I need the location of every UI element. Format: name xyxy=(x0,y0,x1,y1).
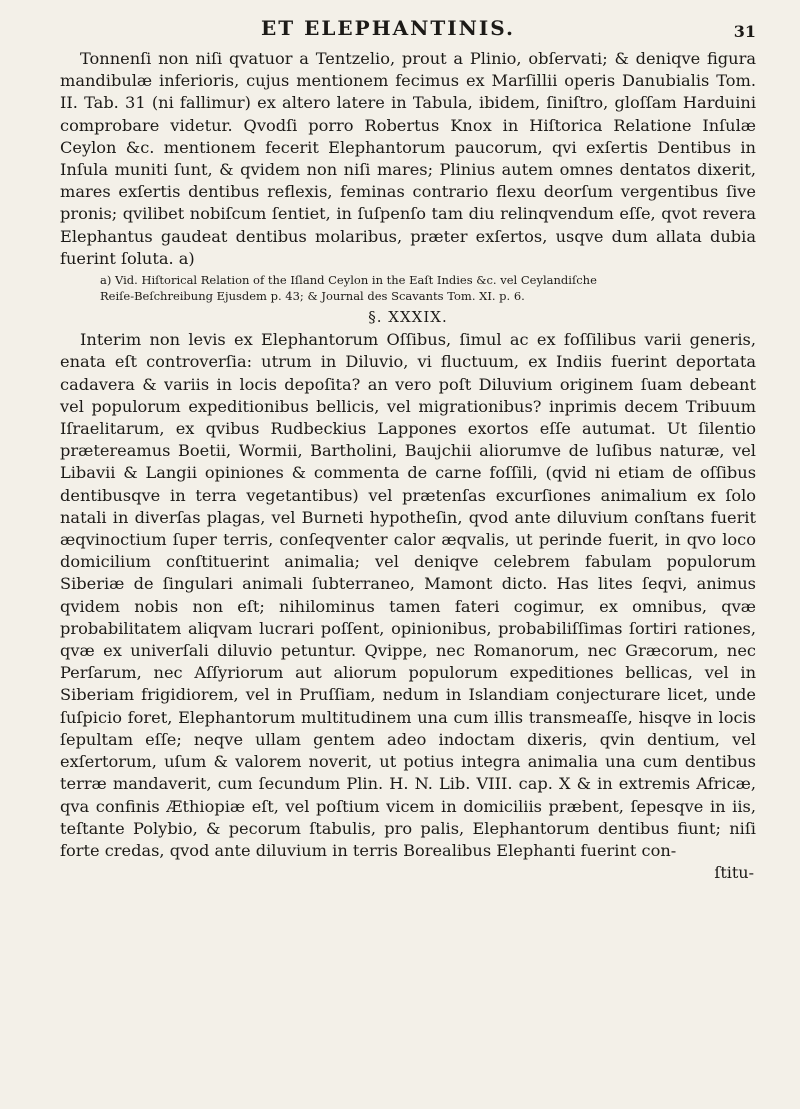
footnote-line-2: Reiſe-Beſchreibung Ejusdem p. 43; & Journal des Scavants Tom. XI. p. 6. xyxy=(100,289,525,304)
page-number: 31 xyxy=(733,22,756,41)
page-body xyxy=(60,48,756,884)
catchword: ſtitu- xyxy=(714,863,754,883)
paragraph-diluvium-controversy: Interim non levis ex Elephantorum Oſſibus, ſimul ac ex foſſilibus varii generis, enata eſt controverſia: utrum in Diluvio, vi fluctuum, ex Indiis fuerint deportata cadavera & variis in locis depoſita? an vero poſt Diluvium originem ſuam debeant vel populorum expeditionibus bellicis, vel migrationibus? inprimis decem Tribuum Iſraelitarum, ex qvibus Rudbeckius Lappones exortos eſſe autumat. Ut ſilentio prætereamus Boetii, Wormii, Bartholini, Baujchii aliorumve de luſibus naturæ, vel Libavii & Langii opiniones & commenta de carne foſſili, (qvid ni etiam de oſſibus dentibusqve in terra vegetantibus) vel prætenſas excurſiones animalium ex ſolo natali in diverſas plagas, vel Burneti hypotheſin, qvod ante diluvium conſtans fuerit æqvinoctium ſuper terris, conſeqventer calor æqvalis, ut perinde fuerit, in qvo loco domicilium conſtituerint animalia; vel deniqve celebrem fabulam populorum Siberiæ de ſingulari animali ſubterraneo, Mamont dicto. Has lites ſeqvi, animus qvidem nobis non eſt; nihilominus tamen fateri cogimur, ex omnibus, qvæ probabilitatem aliqvam lucrari poſſent, opinionibus, probabiliſſimas ſortiri rationes, qvæ ex univerſali diluvio petuntur. Qvippe, nec Romanorum, nec Græcorum, nec Perſarum, nec Aſſyriorum aut aliorum populorum expeditiones bellicas, vel in Siberiam frigidiorem, vel in Pruſſiam, nedum in Islandiam conjecturare licet, unde ſuſpicio foret, Elephantorum multitudinem una cum illis transmeaſſe, hisqve in locis ſepultam eſſe; neqve ullam gentem adeo indoctam dixeris, qvin dentium, vel exſertorum, uſum & valorem noverit, ut potius integra animalia una cum dentibus terræ mandaverit, cum ſecundum Plin. H. N. Lib. VIII. cap. X & in extremis Africæ, qva confinis Æthiopiæ eſt, vel poſtium vicem in domiciliis præbent, ſepesqve in iis, teſtante Polybio, & pecorum ſtabulis, pro palis, Elephantorum dentibus fiunt; niſi forte credas, qvod ante diluvium in terris Borealibus Elephanti fuerint con- xyxy=(60,330,756,860)
paragraph-knox-ceylon: Tonnenſi non niſi qvatuor a Tentzelio, prout a Plinio, obſervati; & deniqve figura mandibulæ inferioris, cujus mentionem fecimus ex Marſillii operis Danubialis Tom. II. Tab. 31 (ni fallimur) ex altero latere in Tabula, ibidem, ſiniſtro, gloſſam Harduini comprobare videtur. Qvodſi porro Robertus Knox in Hiſtorica Relatione Inſulæ Ceylon &c. mentionem fecerit Elephantorum paucorum, qvi exſertis Dentibus in Inſula muniti ſunt, & qvidem non niſi mares; Plinius autem omnes dentatos dixerit, mares exſertis dentibus reflexis, feminas contrario flexu deorſum vergentibus ſive pronis; qvilibet nobiſcum ſentiet, in ſuſpenſo tam diu relinqvendum eſſe, qvot revera Elephantus gaudeat dentibus molaribus, præter exſertos, usqve dum allata dubia fuerint ſoluta. a) xyxy=(60,49,756,268)
footnote-line-1: a) Vid. Hiſtorical Relation of the Iſland Ceylon in the Eaſt Indies &c. vel Ceylandiſche xyxy=(100,273,597,288)
section-heading: §. XXXIX. xyxy=(368,308,448,327)
running-title: ET ELEPHANTINIS. xyxy=(261,16,515,40)
footnote xyxy=(80,272,756,304)
page-header xyxy=(60,10,756,48)
